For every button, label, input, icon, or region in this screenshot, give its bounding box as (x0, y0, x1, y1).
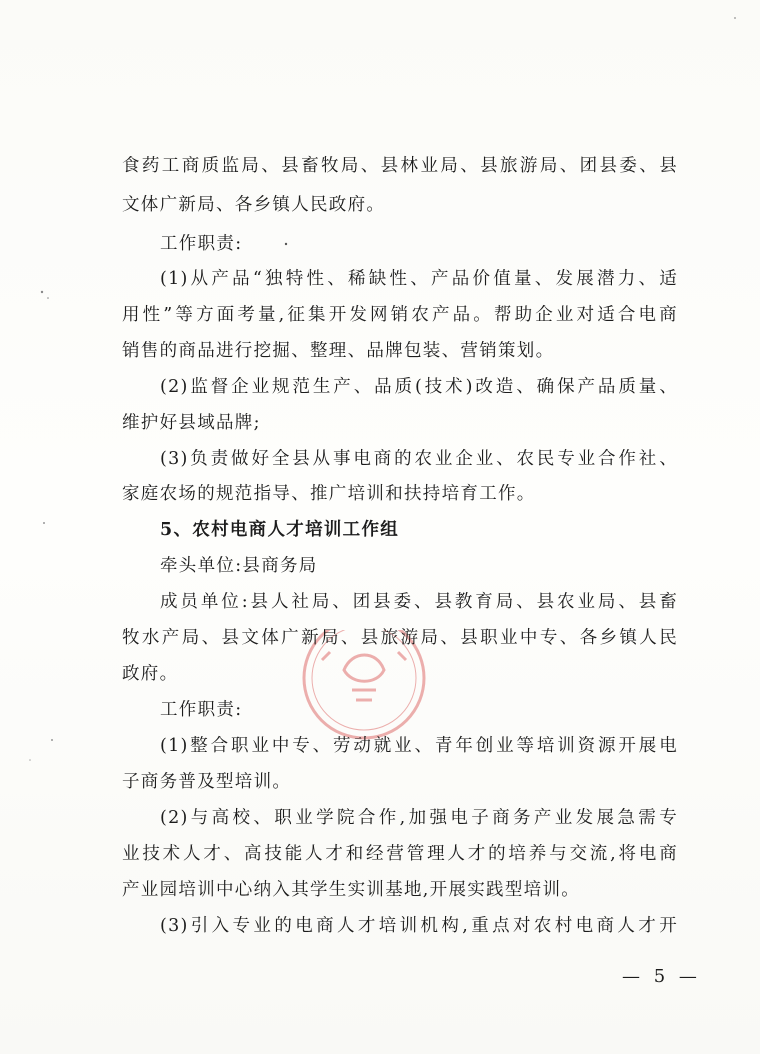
text-line-19: (2)与高校、职业学院合作,加强电子商务产业发展急需专 (160, 808, 678, 828)
text-line-12: 牵头单位:县商务局 (160, 556, 318, 576)
text-line-15: 政府。 (122, 664, 179, 684)
text-line-21: 产业园培训中心纳入其学生实训基地,开展实践型培训。 (122, 880, 581, 900)
text-line-7: (2)监督企业规范生产、品质(技术)改造、确保产品质量、 (160, 377, 678, 397)
text-line-6: 销售的商品进行挖掘、整理、品牌包装、营销策划。 (122, 341, 555, 361)
text-line-2: 文体广新局、各乡镇人民政府。 (122, 195, 386, 215)
text-line-18: 子商务普及型培训。 (122, 772, 292, 792)
text-line-9: (3)负责做好全县从事电商的农业企业、农民专业合作社、 (160, 449, 678, 469)
page-number: — 5 — (622, 966, 701, 987)
text-line-3: 工作职责: (160, 234, 243, 254)
text-line-4: (1)从产品“独特性、稀缺性、产品价值量、发展潜力、适 (160, 269, 678, 289)
show-through-text (430, 200, 574, 220)
text-line-17: (1)整合职业中专、劳动就业、青年创业等培训资源开展电 (160, 736, 678, 756)
text-line-5: 用性”等方面考量,征集开发网销农产品。帮助企业对适合电商 (122, 305, 678, 325)
text-line-20: 业技术人才、高技能人才和经营管理人才的培养与交流,将电商 (122, 844, 678, 864)
text-line-22: (3)引入专业的电商人才培训机构,重点对农村电商人才开 (160, 916, 678, 936)
text-line-16: 工作职责: (160, 700, 243, 720)
text-line-14: 牧水产局、县文体广新局、县旅游局、县职业中专、各乡镇人民 (122, 628, 678, 648)
text-line-10: 家庭农场的规范指导、推广培训和扶持培育工作。 (122, 484, 536, 504)
text-line-1: 食药工商质监局、县畜牧局、县林业局、县旅游局、团县委、县 (122, 156, 678, 176)
section-heading: 5、农村电商人才培训工作组 (160, 520, 400, 540)
text-line-13: 成员单位:县人社局、团县委、县教育局、县农业局、县畜 (160, 592, 678, 612)
text-line-8: 维护好县域品牌; (122, 413, 261, 433)
